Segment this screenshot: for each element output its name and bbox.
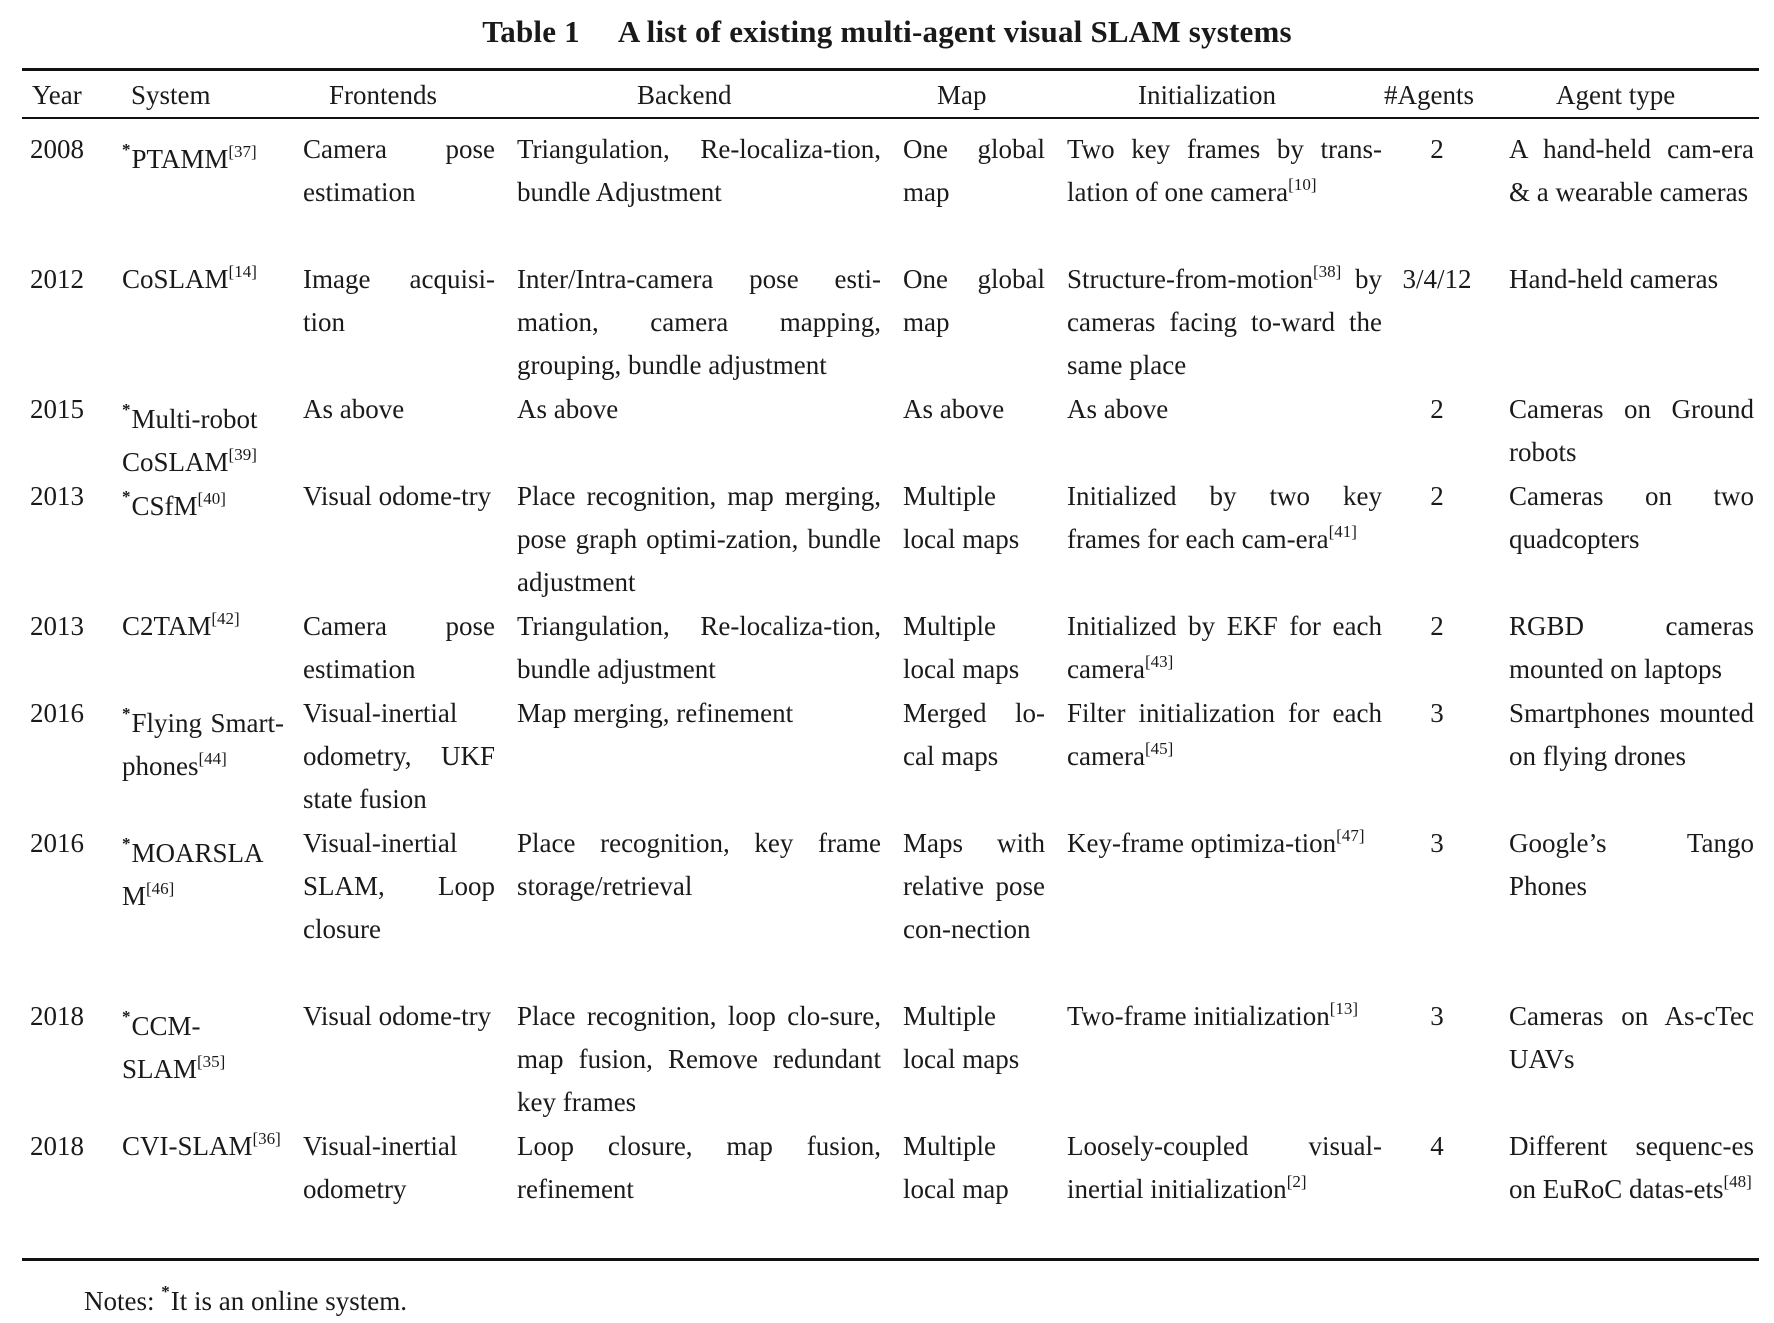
cell-map: Merged lo-cal maps (903, 698, 1045, 771)
cell-system (122, 1125, 284, 1168)
cell-year: 2012 (30, 264, 84, 294)
cell-map: Multiple local map (903, 1131, 1009, 1204)
citation: [41] (1328, 522, 1357, 541)
cell-system (122, 995, 284, 1091)
cell-system (122, 258, 284, 301)
header-system: System (131, 80, 211, 110)
cell-year: 2013 (30, 481, 84, 511)
agent-type-text: Cameras on two quadcopters (1509, 481, 1754, 554)
header-agent-type: Agent type (1556, 80, 1676, 110)
citation: [47] (1336, 826, 1365, 845)
cell-map: One global map (903, 264, 1045, 337)
cell-backend: Triangulation, Re-localiza-tion, bundle Adjustment (517, 134, 881, 207)
online-marker: * (122, 400, 131, 419)
cell-backend: Place recognition, map merging, pose graph optimi-zation, bundle adjustment (517, 481, 881, 597)
citation: [42] (211, 609, 240, 628)
notes-prefix: Notes: (84, 1286, 162, 1316)
cell-init (1067, 995, 1382, 1038)
table-title: A list of existing multi-agent visual SLAM systems (617, 14, 1292, 49)
cell-init (1067, 605, 1382, 691)
cell-year: 2018 (30, 1001, 84, 1031)
cell-map: As above (903, 394, 1005, 424)
header-map: Map (937, 80, 987, 110)
cell-agents: 2 (1430, 481, 1444, 511)
cell-agents: 3 (1430, 828, 1444, 858)
cell-agent-type (1509, 692, 1754, 778)
cell-agent-type (1509, 475, 1754, 561)
citation: [2] (1286, 1172, 1307, 1191)
system-name: CSfM (131, 491, 198, 521)
cell-frontend: Visual odome-try (303, 1001, 492, 1031)
init-text: Filter initialization for each camera (1067, 698, 1382, 771)
cell-year: 2008 (30, 134, 84, 164)
init-text: Two-frame initialization (1067, 1001, 1330, 1031)
citation: [14] (228, 262, 257, 281)
online-marker: * (122, 834, 131, 853)
cell-agent-type (1509, 258, 1754, 301)
cell-frontend: As above (303, 394, 405, 424)
init-text: Two key frames by trans-lation of one camera (1067, 134, 1382, 207)
cell-frontend: Image acquisi-tion (303, 264, 495, 337)
header-initialization: Initialization (1138, 80, 1276, 110)
cell-frontend: Visual-inertial odometry (303, 1131, 458, 1204)
citation: [10] (1288, 175, 1317, 194)
agent-type-text: Google’s Tango Phones (1509, 828, 1754, 901)
cell-init (1067, 475, 1382, 561)
init-text: As above (1067, 394, 1169, 424)
cell-agent-type (1509, 605, 1754, 691)
cell-frontend: Camera pose estimation (303, 134, 495, 207)
citation: [13] (1329, 999, 1359, 1018)
cell-system (122, 822, 284, 918)
cell-agents: 2 (1430, 394, 1444, 424)
system-name: MOARSLA M (122, 838, 264, 911)
cell-frontend: Visual odome-try (303, 481, 492, 511)
table-notes (84, 1270, 407, 1323)
cell-agent-type (1509, 822, 1754, 908)
cell-system (122, 388, 284, 484)
agent-type-text: Cameras on As-cTec UAVs (1509, 1001, 1754, 1074)
agent-type-text: Hand-held cameras (1509, 264, 1719, 294)
table-number: Table 1 (482, 14, 580, 49)
table-caption (0, 14, 1774, 50)
citation: [37] (228, 142, 257, 161)
cell-map: Multiple local maps (903, 481, 1020, 554)
agent-type-text: A hand-held cam-era & a wearable cameras (1509, 134, 1754, 207)
online-marker: * (161, 1282, 170, 1301)
cell-year: 2018 (30, 1131, 84, 1161)
agent-type-text: Smartphones mounted on flying drones (1509, 698, 1754, 771)
system-name: CVI-SLAM (122, 1131, 253, 1161)
cell-backend: As above (517, 394, 619, 424)
cell-agent-type (1509, 1125, 1754, 1211)
cell-agents: 3/4/12 (1402, 264, 1472, 294)
cell-year: 2016 (30, 698, 84, 728)
cell-agent-type (1509, 128, 1754, 214)
cell-backend: Place recognition, loop clo-sure, map fusion, Remove redundant key frames (517, 1001, 881, 1117)
cell-system (122, 128, 284, 181)
citation: [43] (1144, 652, 1174, 671)
notes-text: It is an online system. (170, 1286, 407, 1316)
cell-year: 2013 (30, 611, 84, 641)
init-text: Initialized by EKF for each camera (1067, 611, 1382, 684)
citation: [35] (197, 1052, 226, 1071)
header-frontends: Frontends (329, 80, 437, 110)
header-year: Year (32, 80, 82, 110)
cell-agents: 2 (1430, 134, 1444, 164)
init-tail: by cameras facing to-ward the same place (1067, 264, 1382, 380)
citation: [36] (252, 1129, 281, 1148)
citation: [46] (146, 879, 175, 898)
system-name: PTAMM (131, 144, 229, 174)
cell-frontend: Visual-inertial odometry, UKF state fusion (303, 698, 495, 814)
online-marker: * (122, 704, 131, 723)
cell-backend: Map merging, refinement (517, 698, 794, 728)
cell-map: Multiple local maps (903, 1001, 1020, 1074)
top-rule (22, 68, 1759, 71)
cell-backend: Place recognition, key frame storage/retrieval (517, 828, 881, 901)
header-backend: Backend (637, 80, 732, 110)
online-marker: * (122, 1007, 131, 1026)
system-name: C2TAM (122, 611, 212, 641)
agent-type-text: Different sequenc-es on EuRoC datas-ets (1509, 1131, 1754, 1204)
cell-init (1067, 128, 1382, 214)
cell-init (1067, 692, 1382, 778)
init-text: Key-frame optimiza-tion (1067, 828, 1337, 858)
init-text: Initialized by two key frames for each cam-era (1067, 481, 1382, 554)
cell-init (1067, 258, 1382, 387)
citation: [44] (198, 749, 227, 768)
init-text: Structure-from-motion (1067, 264, 1313, 294)
agent-type-text: Cameras on Ground robots (1509, 394, 1754, 467)
cell-frontend: Camera pose estimation (303, 611, 495, 684)
cell-year: 2016 (30, 828, 84, 858)
cell-year: 2015 (30, 394, 84, 424)
citation: [38] (1312, 262, 1342, 281)
bottom-rule (22, 1258, 1759, 1261)
cell-frontend: Visual-inertial SLAM, Loop closure (303, 828, 495, 944)
cell-backend: Inter/Intra-camera pose esti-mation, camera mapping, grouping, bundle adjustment (517, 264, 881, 380)
cell-map: One global map (903, 134, 1045, 207)
cell-agent-type (1509, 995, 1754, 1081)
agent-type-text: RGBD cameras mounted on laptops (1509, 611, 1754, 684)
init-text: Loosely-coupled visual-inertial initialization (1067, 1131, 1382, 1204)
cell-system (122, 692, 284, 788)
citation: [39] (228, 445, 257, 464)
cell-agent-type (1509, 388, 1754, 474)
citation: [45] (1144, 739, 1174, 758)
cell-map: Multiple local maps (903, 611, 1020, 684)
system-name: Flying Smart-phones (122, 708, 284, 781)
cell-backend: Triangulation, Re-localiza-tion, bundle adjustment (517, 611, 881, 684)
cell-init (1067, 1125, 1382, 1211)
cell-backend: Loop closure, map fusion, refinement (517, 1131, 881, 1204)
cell-init (1067, 388, 1382, 431)
citation: [48] (1723, 1172, 1752, 1191)
cell-map: Maps with relative pose con-nection (903, 828, 1045, 944)
system-name: CCM-SLAM (122, 1011, 201, 1084)
cell-agents: 4 (1430, 1131, 1444, 1161)
header-rule (22, 117, 1759, 119)
header-agents: #Agents (1384, 80, 1474, 110)
cell-init (1067, 822, 1382, 865)
cell-system (122, 605, 284, 648)
cell-agents: 3 (1430, 1001, 1444, 1031)
system-name: Multi-robot CoSLAM (122, 404, 258, 477)
online-marker: * (122, 140, 131, 159)
cell-agents: 3 (1430, 698, 1444, 728)
citation: [40] (197, 489, 226, 508)
cell-system (122, 475, 284, 528)
system-name: CoSLAM (122, 264, 229, 294)
cell-agents: 2 (1430, 611, 1444, 641)
online-marker: * (122, 487, 131, 506)
